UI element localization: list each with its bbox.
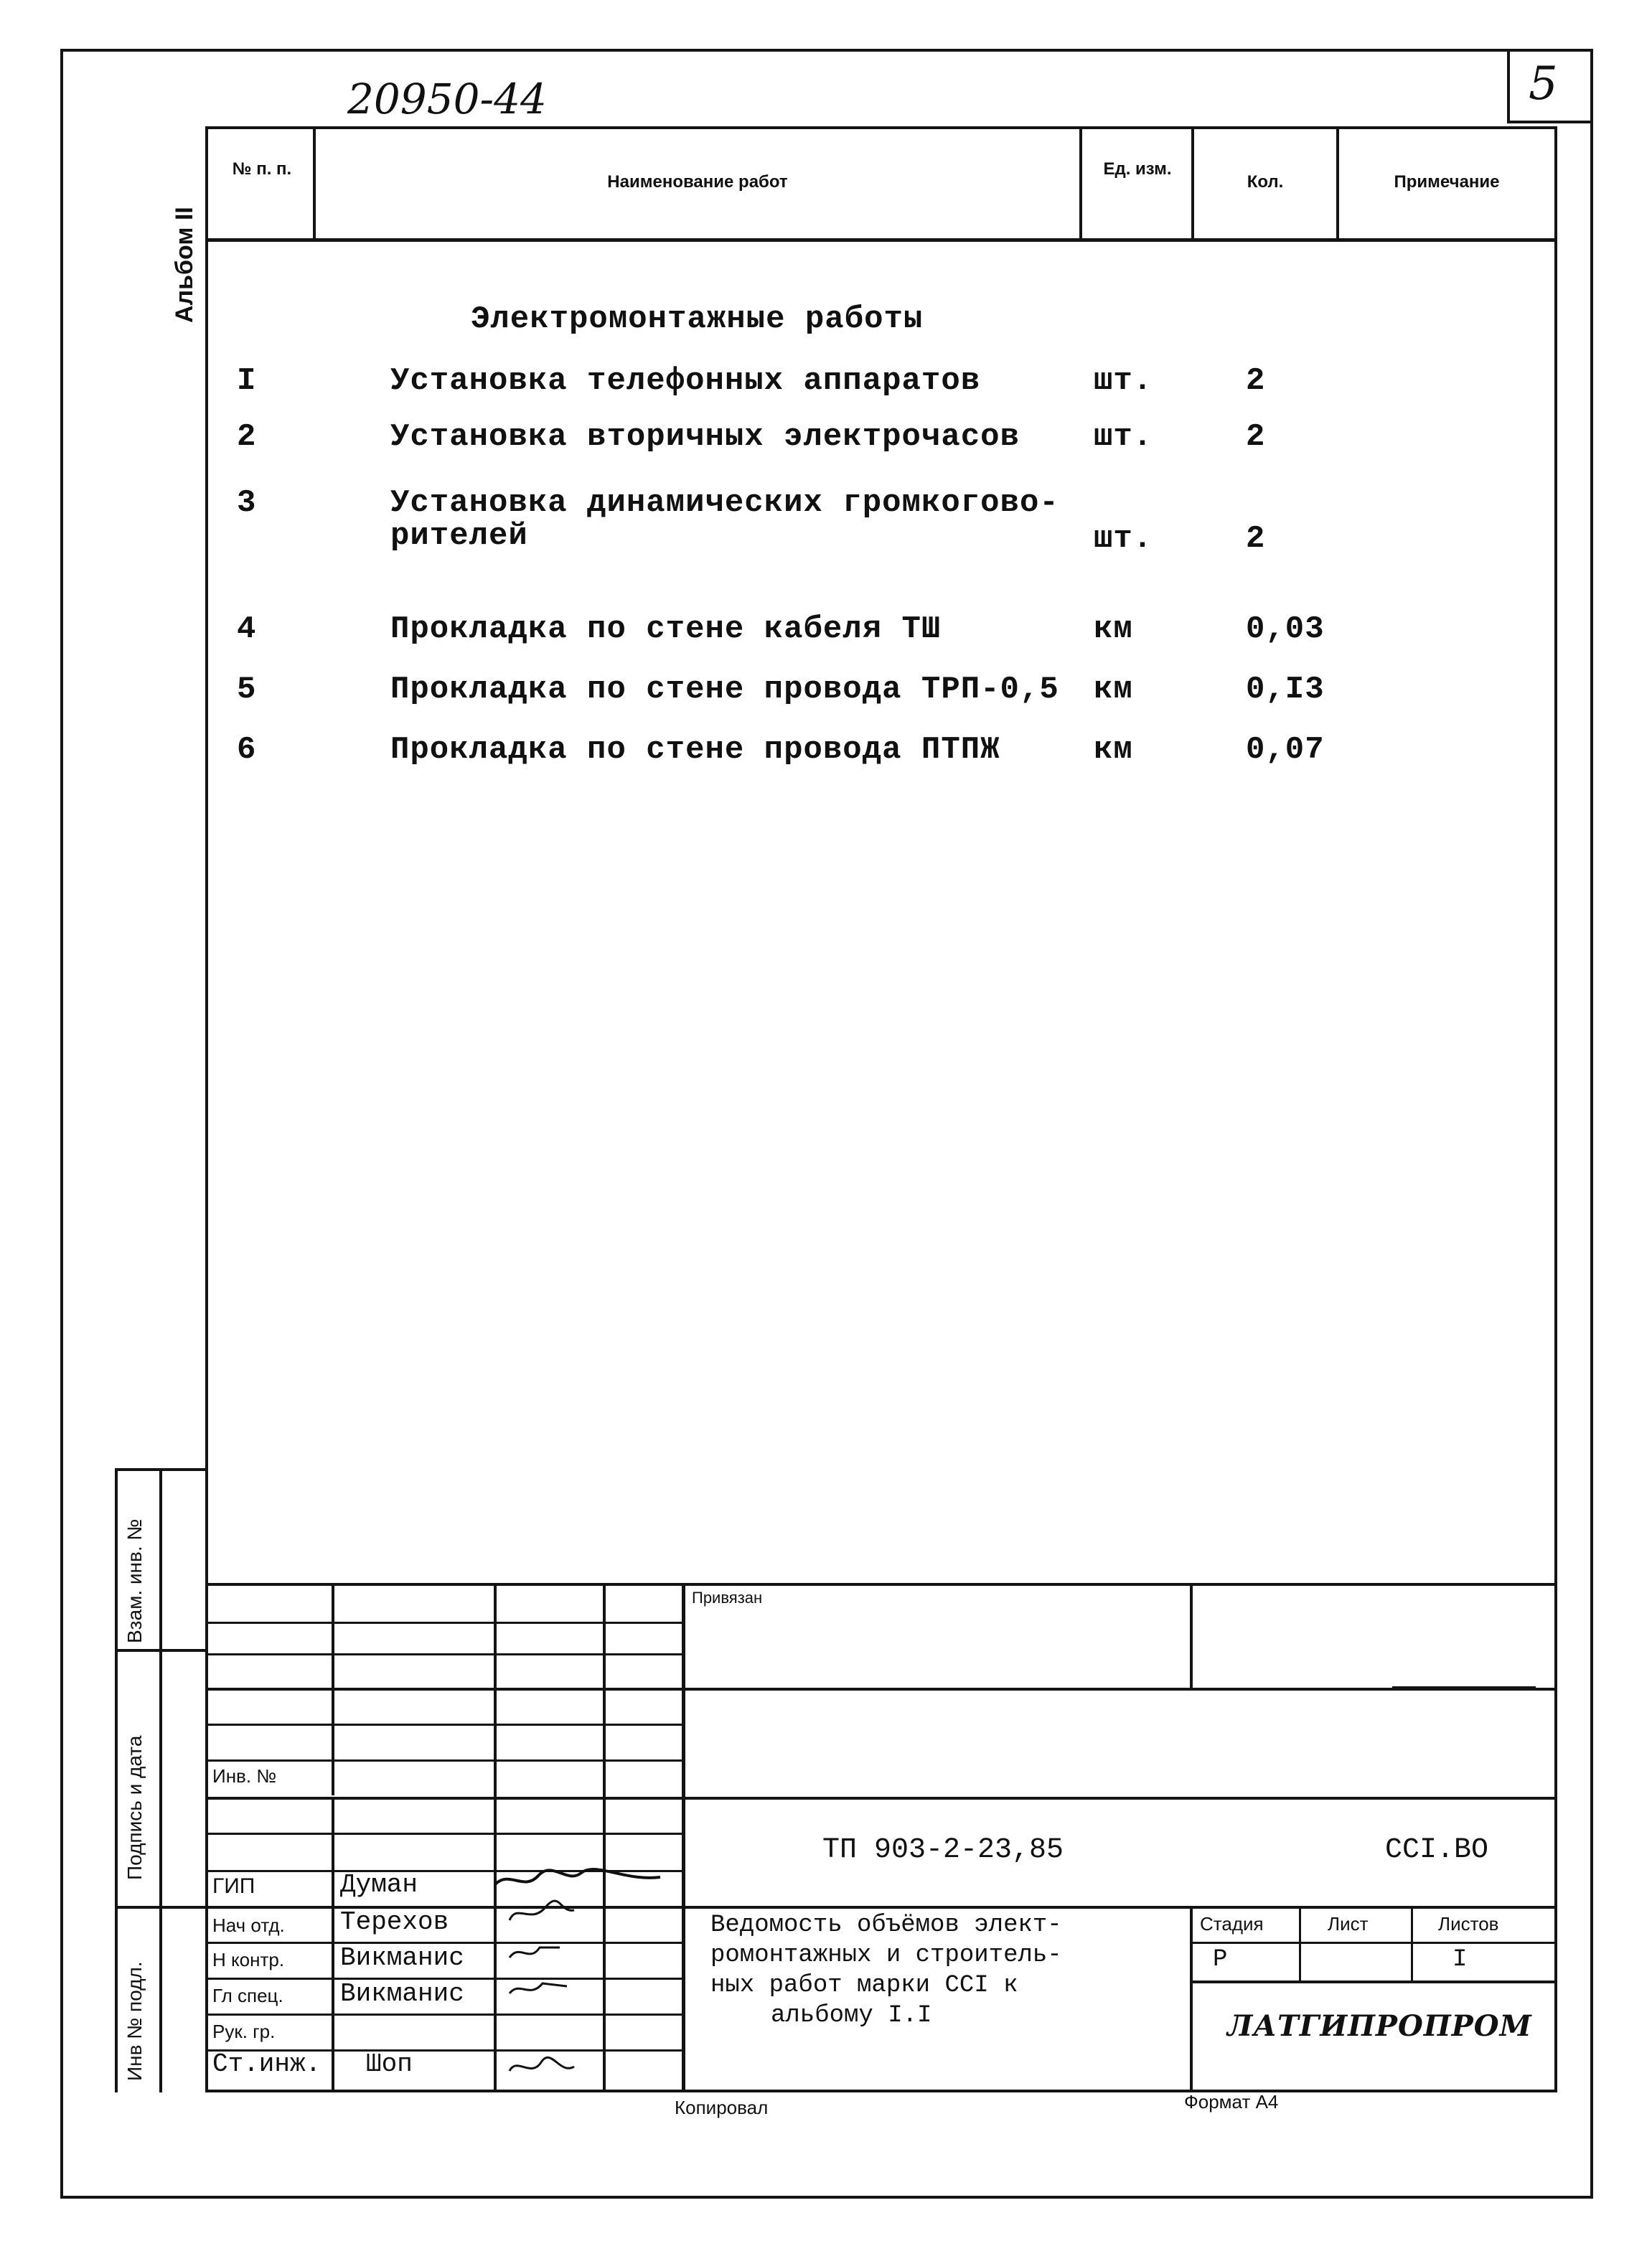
- row-2-unit: шт.: [1094, 419, 1153, 455]
- tb-row-7: [205, 1833, 685, 1835]
- row-1-qty: 2: [1246, 363, 1266, 399]
- header-bottom-line: [205, 238, 1557, 242]
- row-4-unit: км: [1094, 611, 1133, 647]
- tb-org: ЛАТГИПРОПРОМ: [1227, 2009, 1532, 2043]
- tb-stadia-row: [1190, 1942, 1557, 1944]
- tb-row-5: [205, 1759, 685, 1762]
- tb-stadia-col-1: [1299, 1906, 1301, 1982]
- row-2-no: 2: [237, 419, 257, 455]
- row-6-qty: 0,07: [1246, 732, 1325, 768]
- tb-col-1: [332, 1583, 334, 1795]
- tb-stadia-col-2: [1411, 1906, 1413, 1982]
- row-5-no: 5: [237, 672, 257, 708]
- strip-sep-1: [115, 1649, 208, 1652]
- tb-mark: ССI.ВО: [1385, 1834, 1489, 1866]
- row-4-qty: 0,03: [1246, 611, 1325, 647]
- album-label: Альбом II: [171, 207, 198, 323]
- inner-frame-bottom: [205, 2090, 1557, 2092]
- tb-row-4: [205, 1724, 685, 1726]
- tb-role-3-name: Викманис: [340, 1943, 464, 1973]
- strip-vzam-label: Взам. инв. №: [123, 1518, 146, 1643]
- footer-copied: Копировал: [675, 2097, 769, 2118]
- tb-role-1: ГИП: [212, 1874, 255, 1898]
- row-5-qty: 0,I3: [1246, 672, 1325, 708]
- tb-row-2: [205, 1653, 685, 1655]
- row-3-qty: 2: [1246, 521, 1266, 557]
- tb-listov-value: I: [1452, 1946, 1468, 1973]
- header-col-qty: Кол.: [1247, 172, 1284, 192]
- tb-title-line-2: ромонтажных и строитель-: [710, 1942, 1062, 1969]
- row-5-name: Прокладка по стене провода ТРП-0,5: [390, 672, 1059, 708]
- tb-col-4: [682, 1583, 685, 2091]
- row-4-name: Прокладка по стене кабеля ТШ: [390, 611, 942, 647]
- tb-title-line-3: ных работ марки ССI к: [710, 1972, 1018, 1999]
- row-6-unit: км: [1094, 732, 1133, 768]
- tb-stadia-label: Стадия: [1200, 1913, 1264, 1935]
- tb-privyazan: Привязан: [692, 1589, 763, 1607]
- sheet-box-left: [1507, 49, 1510, 123]
- tb-role-6-name: Шоп: [366, 2049, 413, 2079]
- tb-dash: [1392, 1686, 1536, 1690]
- row-2-name: Установка вторичных электрочасов: [390, 419, 1020, 455]
- sheet-box-bottom: [1507, 121, 1593, 123]
- tb-title-line-4: альбому I.I: [771, 2002, 932, 2029]
- tb-project-code: ТП 903-2-23,85: [822, 1834, 1064, 1866]
- header-col-line-2: [1079, 126, 1082, 241]
- row-4-no: 4: [237, 611, 257, 647]
- strip-top: [115, 1468, 208, 1471]
- tb-col-1b: [332, 1797, 334, 2091]
- tb-role-4: Гл спец.: [212, 1985, 283, 2006]
- row-3-unit: шт.: [1094, 521, 1153, 557]
- row-3-name-cont: рителей: [390, 518, 528, 554]
- inner-frame-top: [205, 126, 1557, 129]
- tb-title-line-1: Ведомость объёмов элект-: [710, 1912, 1062, 1939]
- row-1-name: Установка телефонных аппаратов: [390, 363, 981, 399]
- outer-frame-top: [60, 49, 1593, 52]
- tb-role-5: Рук. гр.: [212, 2021, 276, 2042]
- outer-frame-left: [60, 49, 63, 2199]
- tb-inv-no: Инв. №: [212, 1765, 277, 1787]
- tb-listov-label: Листов: [1438, 1913, 1499, 1935]
- header-col-no: № п. п.: [232, 159, 292, 179]
- tb-stadia-row-2: [1190, 1980, 1557, 1983]
- header-col-note: Примечание: [1394, 172, 1500, 192]
- row-3-no: 3: [237, 485, 257, 521]
- signatures: [488, 1863, 675, 2092]
- tb-top: [205, 1583, 1557, 1586]
- strip-inv-podl-label: Инв № подл.: [123, 1961, 146, 2081]
- strip-podpis-label: Подпись и дата: [123, 1735, 146, 1880]
- doc-number: 20950-44: [347, 75, 547, 123]
- strip-sep-2: [115, 1906, 208, 1909]
- row-6-name: Прокладка по стене провода ПТПЖ: [390, 732, 1000, 768]
- header-col-name: Наименование работ: [607, 172, 788, 192]
- outer-frame-bottom: [60, 2196, 1593, 2199]
- tb-row-1: [205, 1622, 685, 1624]
- tb-role-6: Ст.инж.: [212, 2049, 322, 2079]
- strip-left: [115, 1468, 118, 2092]
- row-1-no: I: [237, 363, 257, 399]
- tb-col-6: [1190, 1906, 1193, 2091]
- row-1-unit: шт.: [1094, 363, 1153, 399]
- row-3-name: Установка динамических громкогово-: [390, 485, 1059, 521]
- strip-divider: [159, 1468, 162, 2092]
- tb-role-2-name: Терехов: [340, 1907, 449, 1937]
- header-col-unit: Ед. изм.: [1103, 159, 1172, 179]
- footer-format: Формат А4: [1184, 2091, 1279, 2113]
- tb-role-2: Нач отд.: [212, 1914, 285, 1936]
- tb-col-5: [1190, 1583, 1193, 1688]
- row-6-no: 6: [237, 732, 257, 768]
- section-title: Электромонтажные работы: [471, 301, 924, 337]
- tb-stadia-value: Р: [1213, 1946, 1228, 1973]
- tb-role-1-name: Думан: [340, 1870, 418, 1899]
- outer-frame-right: [1590, 49, 1593, 2199]
- tb-row-3: [205, 1688, 1557, 1691]
- tb-role-4-name: Викманис: [340, 1979, 464, 2008]
- row-5-unit: км: [1094, 672, 1133, 708]
- tb-list-label: Лист: [1328, 1913, 1369, 1935]
- tb-row-6: [205, 1797, 1557, 1800]
- tb-role-3: Н контр.: [212, 1949, 285, 1970]
- sheet-number: 5: [1529, 57, 1558, 111]
- row-2-qty: 2: [1246, 419, 1266, 455]
